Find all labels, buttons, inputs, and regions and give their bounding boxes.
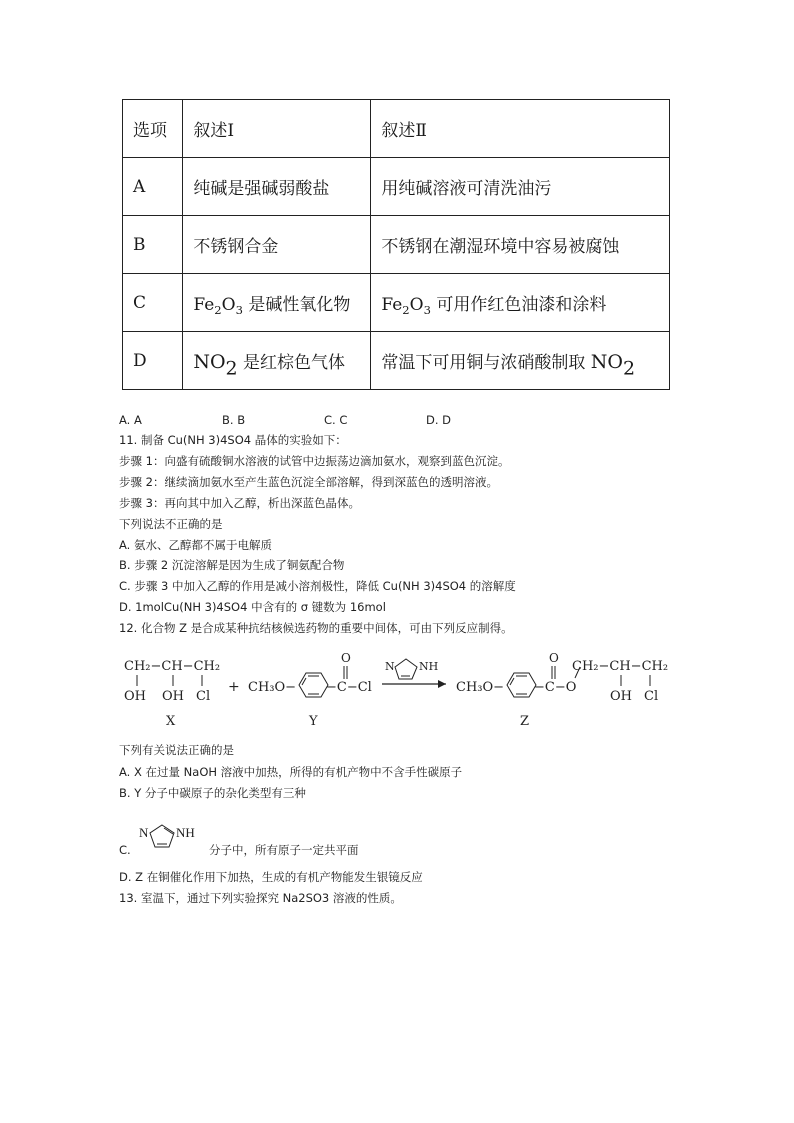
formula-sub: 3	[423, 303, 431, 318]
catalyst-n: N	[385, 660, 395, 673]
table-row	[123, 332, 670, 390]
answer-a: A. A	[119, 413, 142, 427]
q11-step-1: 步骤 1：向盛有硫酸铜水溶液的试管中边振荡边滴加氨水，观察到蓝色沉淀。	[119, 454, 510, 468]
header-statement-1: 叙述Ⅰ	[183, 100, 371, 158]
plus-sign: +	[228, 679, 240, 695]
x-chain: CH₂−CH−CH₂	[124, 659, 221, 674]
z-carbonyl-o: O	[549, 651, 559, 665]
formula-fe: Fe	[381, 295, 403, 315]
row-statement-1	[183, 332, 371, 390]
row-statement-2	[371, 274, 670, 332]
reaction-scheme	[110, 645, 680, 737]
imidazole-structure	[118, 817, 208, 859]
q11-option-d: D. 1molCu(NH 3)4SO4 中含有的 σ 键数为 16mol	[119, 600, 386, 614]
row-statement-2	[371, 332, 670, 390]
reaction-scheme-svg	[110, 645, 680, 733]
q11-option-a: A. 氨水、乙醇都不属于电解质	[119, 538, 272, 552]
y-acyl-chloride: −C−Cl	[326, 680, 372, 695]
statement-text: 常温下可用铜与浓硝酸制取	[381, 353, 591, 373]
answer-d: D. D	[426, 413, 452, 427]
formula-sub: 2	[402, 303, 410, 318]
imidazole-n: N	[139, 825, 149, 840]
formula-o: O	[409, 295, 424, 315]
z-label: Z	[520, 714, 530, 729]
table-header-row	[123, 100, 670, 158]
row-statement-2: 不锈钢在潮湿环境中容易被腐蚀	[371, 216, 670, 274]
formula-no: NO	[193, 351, 226, 373]
catalyst-imidazole	[385, 659, 438, 679]
answer-c: C. C	[324, 413, 348, 427]
answer-b: B. B	[222, 413, 246, 427]
x-cl: Cl	[196, 689, 211, 704]
q12-title: 12. 化合物 Z 是合成某种抗结核候选药物的重要中间体，可由下列反应制得。	[119, 621, 513, 635]
q12-option-b: B. Y 分子中碳原子的杂化类型有三种	[119, 786, 306, 800]
formula-sub: 2	[214, 303, 222, 318]
formula-fe: Fe	[193, 295, 215, 315]
table-row	[123, 274, 670, 332]
table-row	[123, 158, 670, 216]
statement-text: 可用作红色油漆和涂料	[430, 295, 607, 315]
q11-title: 11. 制备 Cu(NH 3)4SO4 晶体的实验如下：	[119, 433, 347, 447]
formula-no: NO	[590, 351, 623, 373]
header-statement-2: 叙述Ⅱ	[371, 100, 670, 158]
options-table	[122, 99, 670, 390]
q12-option-d: D. Z 在铜催化作用下加热，生成的有机产物能发生银镜反应	[119, 870, 423, 884]
x-oh-1: OH	[124, 689, 146, 704]
row-option: D	[123, 332, 183, 390]
header-option: 选项	[123, 100, 183, 158]
row-option: C	[123, 274, 183, 332]
q11-option-b: B. 步骤 2 沉淀溶解是因为生成了铜氨配合物	[119, 558, 345, 572]
q12-prompt: 下列有关说法正确的是	[119, 743, 234, 757]
arrow-head	[438, 680, 446, 688]
q12-option-c-text: 分子中，所有原子一定共平面	[209, 843, 359, 857]
x-label: X	[166, 714, 176, 729]
z-cl: Cl	[644, 689, 659, 704]
formula-sub: 2	[622, 357, 636, 380]
q11-option-c: C. 步骤 3 中加入乙醇的作用是减小溶剂极性，降低 Cu(NH 3)4SO4 的溶解度	[119, 579, 516, 593]
statement-text: 是红棕色气体	[237, 353, 346, 373]
row-option: A	[123, 158, 183, 216]
formula-o: O	[221, 295, 236, 315]
row-option: B	[123, 216, 183, 274]
q11-step-2: 步骤 2：继续滴加氨水至产生蓝色沉淀全部溶解，得到深蓝色的透明溶液。	[119, 475, 498, 489]
formula-sub: 3	[235, 303, 243, 318]
q11-step-3: 步骤 3：再向其中加入乙醇，析出深蓝色晶体。	[119, 496, 360, 510]
q12-option-a: A. X 在过量 NaOH 溶液中加热，所得的有机产物中不含手性碳原子	[119, 765, 463, 779]
q13-title: 13. 室温下，通过下列实验探究 Na2SO3 溶液的性质。	[119, 891, 402, 905]
imidazole-nh: NH	[176, 825, 195, 840]
y-methoxy: CH₃O−	[248, 680, 297, 695]
row-statement-1: 纯碱是强碱弱酸盐	[183, 158, 371, 216]
y-label: Y	[309, 714, 318, 729]
statement-text: 是碱性氧化物	[242, 295, 351, 315]
y-carbonyl-o: O	[341, 651, 351, 665]
y-benzene-ring	[299, 673, 328, 697]
x-oh-2: OH	[162, 689, 184, 704]
catalyst-nh: NH	[419, 660, 439, 673]
q12-option-c	[118, 817, 208, 863]
formula-sub: 2	[225, 357, 238, 380]
z-methoxy: CH₃O−	[456, 680, 505, 695]
row-statement-2: 用纯碱溶液可清洗油污	[371, 158, 670, 216]
z-ester: −C−O	[534, 680, 577, 695]
q11-prompt: 下列说法不正确的是	[119, 517, 223, 531]
table-row	[123, 216, 670, 274]
z-chain: CH₂−CH−CH₂	[572, 659, 669, 674]
row-statement-1	[183, 274, 371, 332]
z-oh: OH	[610, 689, 632, 704]
q12-option-c-label: C.	[119, 843, 131, 857]
z-benzene-ring	[507, 673, 536, 697]
row-statement-1: 不锈钢合金	[183, 216, 371, 274]
